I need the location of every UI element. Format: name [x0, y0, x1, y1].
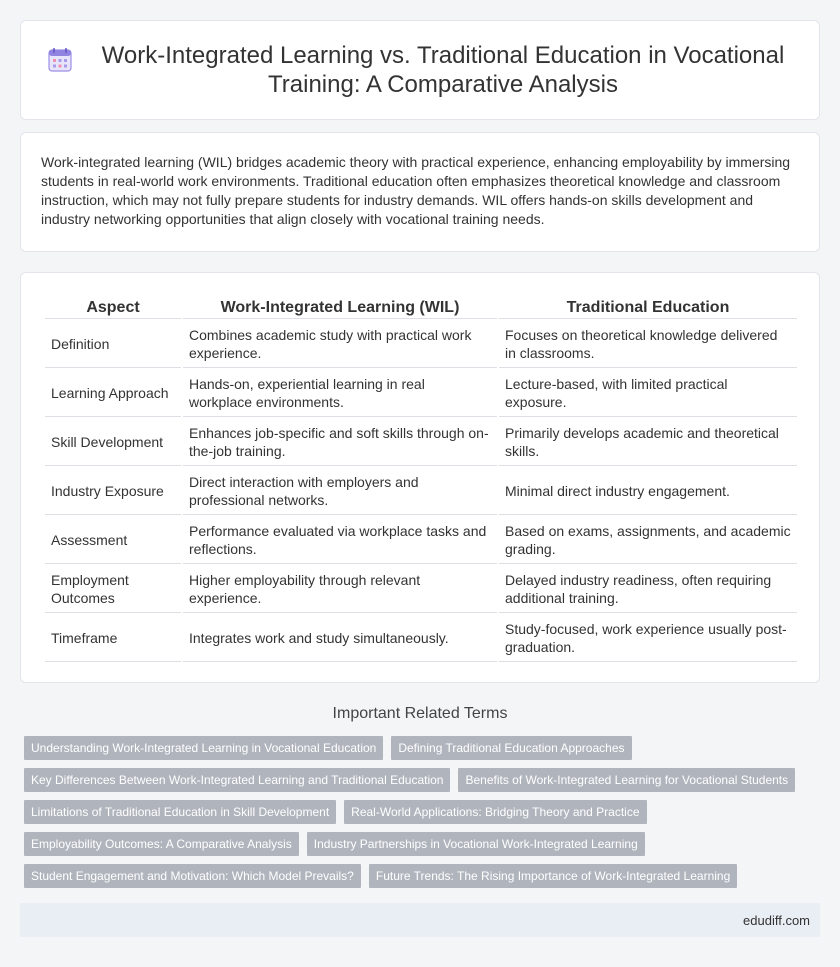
table-cell-traditional: Primarily develops academic and theoretical skills.	[499, 419, 797, 466]
related-term-tag[interactable]: Limitations of Traditional Education in Skill Development	[24, 800, 336, 824]
related-term-tag[interactable]: Key Differences Between Work-Integrated Learning and Traditional Education	[24, 768, 450, 792]
table-cell-wil: Higher employability through relevant experience.	[183, 566, 497, 613]
tag-row	[24, 864, 820, 888]
table-cell-aspect: Learning Approach	[45, 370, 181, 417]
table-cell-aspect: Employment Outcomes	[45, 566, 181, 613]
table-cell-aspect: Industry Exposure	[45, 468, 181, 515]
table-cell-traditional: Focuses on theoretical knowledge delivered in classrooms.	[499, 321, 797, 368]
related-term-tag[interactable]: Student Engagement and Motivation: Which Model Prevails?	[24, 864, 361, 888]
table-cell-wil: Integrates work and study simultaneously.	[183, 615, 497, 662]
related-term-tag[interactable]: Future Trends: The Rising Importance of Work-Integrated Learning	[369, 864, 737, 888]
table-cell-traditional: Delayed industry readiness, often requiring additional training.	[499, 566, 797, 613]
table-cell-wil: Performance evaluated via workplace tasks and reflections.	[183, 517, 497, 564]
table-cell-traditional: Study-focused, work experience usually post-graduation.	[499, 615, 797, 662]
table-cell-wil: Hands-on, experiential learning in real workplace environments.	[183, 370, 497, 417]
related-term-tag[interactable]: Understanding Work-Integrated Learning in Vocational Education	[24, 736, 383, 760]
table-cell-wil: Combines academic study with practical work experience.	[183, 321, 497, 368]
tag-row	[24, 768, 820, 792]
table-cell-wil: Direct interaction with employers and professional networks.	[183, 468, 497, 515]
comparison-table	[43, 295, 799, 664]
table-cell-aspect: Definition	[45, 321, 181, 368]
table-row	[45, 419, 797, 466]
related-term-tag[interactable]: Industry Partnerships in Vocational Work-Integrated Learning	[307, 832, 645, 856]
related-terms-list	[24, 736, 820, 896]
table-row	[45, 370, 797, 417]
column-header-aspect: Aspect	[45, 297, 181, 319]
related-term-tag[interactable]: Benefits of Work-Integrated Learning for Vocational Students	[458, 768, 795, 792]
related-term-tag[interactable]: Defining Traditional Education Approaches	[391, 736, 631, 760]
table-row	[45, 468, 797, 515]
table-row	[45, 517, 797, 564]
comparison-table-card	[20, 272, 820, 683]
related-terms-title: Important Related Terms	[332, 705, 508, 722]
page-title: Work-Integrated Learning vs. Traditional Education in Vocational Training: A Comparative Analysis	[101, 42, 785, 98]
header-card	[20, 20, 820, 120]
column-header-wil: Work-Integrated Learning (WIL)	[183, 297, 497, 319]
table-cell-traditional: Lecture-based, with limited practical exposure.	[499, 370, 797, 417]
tag-row	[24, 800, 820, 824]
table-cell-aspect: Skill Development	[45, 419, 181, 466]
table-row	[45, 566, 797, 613]
calendar-grid-icon	[47, 47, 73, 73]
tag-row	[24, 736, 820, 760]
table-row	[45, 615, 797, 662]
table-header-row	[45, 297, 797, 319]
table-cell-traditional: Based on exams, assignments, and academic grading.	[499, 517, 797, 564]
table-row	[45, 321, 797, 368]
column-header-traditional: Traditional Education	[499, 297, 797, 319]
footer-site-name[interactable]: edudiff.com	[743, 912, 810, 928]
table-cell-wil: Enhances job-specific and soft skills through on-the-job training.	[183, 419, 497, 466]
related-term-tag[interactable]: Real-World Applications: Bridging Theory and Practice	[344, 800, 646, 824]
related-term-tag[interactable]: Employability Outcomes: A Comparative Analysis	[24, 832, 299, 856]
table-cell-traditional: Minimal direct industry engagement.	[499, 468, 797, 515]
table-cell-aspect: Timeframe	[45, 615, 181, 662]
intro-paragraph: Work-integrated learning (WIL) bridges academic theory with practical experience, enhancing employability by immersing students in real-world work environments. Traditional education often emphasizes theoretical knowledge and classroom instruction, which may not fully prepare students for industry demands. WIL offers hands-on skills development and industry networking opportunities that align closely with vocational training needs.	[41, 154, 791, 227]
header-inner	[47, 41, 793, 99]
tag-row	[24, 832, 820, 856]
table-cell-aspect: Assessment	[45, 517, 181, 564]
intro-card	[20, 132, 820, 252]
footer	[20, 903, 820, 937]
